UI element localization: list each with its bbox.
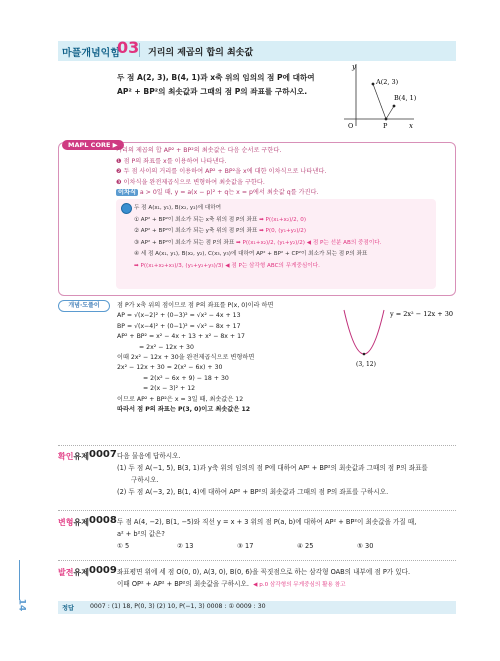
divider	[58, 445, 456, 446]
exercise-label-type: 확인	[58, 452, 74, 461]
answer-label: 정답	[62, 605, 74, 612]
solution-conclusion: 따라서 점 P의 좌표는 P(3, 0)이고 최솟값은 12	[117, 406, 251, 414]
sub-item-1-text: ① AP² + BP²이 최소가 되는 x축 위의 점 P의 좌표	[134, 216, 258, 223]
exercise-0008-text	[117, 516, 417, 552]
segment-bp	[386, 106, 394, 119]
parabola-equation: y = 2x² − 12x + 30	[390, 310, 454, 318]
sub-item-3	[134, 238, 381, 250]
sub-item-2	[134, 226, 381, 238]
section-brand: 마플개념익힘	[62, 48, 120, 59]
answer-text: 0007 : (1) 18, P(0, 3) (2) 10, P(−1, 3) 0008 : ① 0009 : 30	[90, 603, 266, 610]
exercise-line: a² + b²의 값은?	[117, 530, 165, 538]
exercise-label-kind: 유제	[73, 452, 89, 461]
sub-item-1-result: ➡ P((x₁+x₂)/2, 0)	[259, 216, 307, 223]
point-b	[393, 105, 396, 108]
core-step-3: ❸ 이차식을 완전제곱식으로 변형하여 최솟값을 구한다.	[116, 178, 265, 186]
section-number: 03	[117, 38, 140, 57]
coordinate-figure	[336, 62, 416, 132]
exercise-line: (2) 두 점 A(−3, 2), B(1, 4)에 대하여 AP² + BP²의 최솟값과 그때의 점 P의 좌표를 구하시오.	[117, 488, 389, 496]
y-axis-label: y	[352, 63, 356, 71]
exercise-line-text: 이때 OP² + AP² + BP²의 최솟값을 구하시오.	[117, 580, 249, 588]
solution-body	[117, 301, 274, 415]
sub-item-2-result: ➡ P(0, (y₁+y₂)/2)	[259, 228, 307, 234]
solution-tag: 개념·도풀이	[58, 300, 110, 312]
divider	[58, 560, 456, 561]
exercise-0007-number: 0007	[89, 449, 117, 460]
x-axis-label: x	[409, 122, 413, 130]
point-p	[385, 118, 388, 121]
divider	[58, 510, 456, 511]
exercise-0009-number: 0009	[89, 565, 117, 576]
solution-line: 이므로 AP² + BP²은 x = 3일 때, 최솟값은 12	[117, 395, 244, 403]
core-step-2: ❷ 두 점 사이의 거리를 이용하여 AP² + BP²을 x에 대한 이차식으로 나타낸다.	[116, 168, 327, 176]
exercise-line: 구하시오.	[131, 476, 159, 484]
core-steps	[116, 146, 326, 199]
section-title: 거리의 제곱의 합의 최솟값	[148, 48, 254, 58]
point-a-label: A(2, 3)	[376, 78, 399, 86]
exercise-line: 다음 물음에 답하시오.	[117, 452, 181, 460]
vertex-label: (3, 12)	[356, 361, 376, 368]
point-b-label: B(4, 1)	[394, 94, 416, 102]
exercise-line: (1) 두 점 A(−1, 5), B(3, 1)과 y축 위의 임의의 점 P에 대하여 AP² + BP²의 최솟값과 그때의 점 P의 좌표를	[117, 464, 428, 472]
solution-line: 이때 2x² − 12x + 30을 완전제곱식으로 변형하면	[117, 354, 255, 362]
origin-label: O	[348, 122, 354, 130]
solution-line: = 2x² − 12x + 30	[139, 343, 194, 351]
exercise-line: 좌표평면 위에 세 점 O(0, 0), A(3, 0), B(0, 6)을 꼭짓점으로 하는 삼각형 OAB의 내부에 점 P가 있다.	[117, 568, 411, 576]
sub-intro: 두 점 A(x₁, y₁), B(x₂, y₂)에 대하여	[134, 205, 222, 211]
choice-2[interactable]: ② 13	[177, 542, 194, 550]
sub-item-1	[134, 215, 381, 227]
exercise-line: 두 점 A(4, −2), B(1, −5)와 직선 y = x + 3 위의 점 P(a, b)에 대하여 AP² + BP²이 최솟값을 가질 때,	[117, 518, 417, 526]
sub-item-4-result: ➡ P((x₁+x₂+x₃)/3, (y₁+y₂+y₃)/3)	[134, 262, 224, 269]
choice-3[interactable]: ③ 17	[237, 542, 254, 550]
exercise-0007-text	[117, 450, 428, 498]
globe-icon	[121, 203, 132, 214]
page-side-line	[19, 560, 20, 600]
exercise-0009-label	[58, 567, 89, 578]
core-note	[116, 188, 326, 199]
sub-item-3-result: ➡ P((x₁+x₂)/2, (y₁+y₂)/2)	[236, 239, 305, 246]
exercise-label-type: 발전	[58, 568, 74, 577]
exercise-label-type: 변형	[58, 518, 74, 527]
point-a	[372, 83, 375, 86]
sub-item-4: ④ 세 점 A(x₁, y₁), B(x₂, y₂), C(x₃, y₃)에 대하여 AP² + BP² + CP²이 최소가 되는 점 P의 좌표	[134, 251, 368, 257]
parabola-vertex	[363, 353, 366, 356]
page-number: 14	[16, 598, 27, 612]
choice-list	[117, 540, 417, 552]
exercise-0009-text	[117, 566, 410, 591]
core-note-text: a > 0일 때, y = a(x − p)² + q는 x = p에서 최솟값 q를 가진다.	[139, 189, 319, 197]
title-divider	[139, 43, 140, 57]
sub-item-4-note: ◀ 점 P는 삼각형 ABC의 무게중심이다.	[225, 262, 320, 269]
core-intro: 거리의 제곱의 합 AP² + BP²의 최솟값은 다음 순서로 구한다.	[116, 147, 282, 154]
sub-item-4-line2	[134, 261, 381, 273]
choice-4[interactable]: ④ 25	[297, 542, 314, 550]
solution-line: = 2(x² − 6x + 9) − 18 + 30	[143, 374, 229, 382]
exercise-label-kind: 유제	[73, 518, 89, 527]
exercise-line	[117, 578, 410, 591]
exercise-0007-label	[58, 451, 89, 462]
parabola-curve	[344, 310, 384, 354]
problem-line-2: AP² + BP²의 최솟값과 그때의 점 P의 좌표를 구하시오.	[117, 87, 308, 96]
solution-line: 2x² − 12x + 30 = 2(x² − 6x) + 30	[117, 364, 223, 372]
parabola-graph	[326, 306, 456, 368]
solution-line: = 2(x − 3)² + 12	[143, 385, 196, 393]
solution-line: AP = √(x−2)² + (0−3)² = √x² − 4x + 13	[117, 312, 241, 320]
solution-line: AP² + BP² = x² − 4x + 13 + x² − 8x + 17	[117, 333, 245, 341]
core-note-key: 이차식	[118, 189, 136, 197]
sub-item-3-text: ③ AP² + BP²이 최소가 되는 점 P의 좌표	[134, 239, 235, 246]
point-p-label: P	[383, 122, 388, 130]
exercise-0008-number: 0008	[89, 515, 117, 526]
choice-5[interactable]: ⑤ 30	[357, 542, 374, 550]
exercise-0008-label	[58, 517, 89, 528]
exercise-note: ◀ p.0 삼각형의 무게중심의 활용 참고	[253, 582, 346, 588]
choice-1[interactable]: ① 5	[117, 542, 130, 550]
main-problem	[117, 71, 337, 99]
core-step-1: ❶ 점 P의 좌표를 x를 이용하여 나타낸다.	[116, 157, 227, 165]
sub-item-3-note: ◀ 점 P는 선분 AB의 중점이다.	[306, 239, 382, 246]
exercise-label-kind: 유제	[73, 568, 89, 577]
problem-line-1: 두 점 A(2, 3), B(4, 1)과 x축 위의 임의의 점 P에 대하여	[117, 73, 315, 82]
solution-line: BP = √(x−4)² + (0−1)² = √x² − 8x + 17	[117, 322, 241, 330]
core-tag: MAPL CORE ▶	[62, 140, 124, 150]
segment-ap	[373, 84, 386, 119]
sub-item-2-text: ② AP² + BP²이 최소가 되는 y축 위의 점 P의 좌표	[134, 228, 258, 234]
solution-line: 점 P가 x축 위의 점이므로 점 P의 좌표를 P(x, 0)이라 하면	[117, 302, 274, 309]
core-sub-list	[134, 203, 381, 272]
